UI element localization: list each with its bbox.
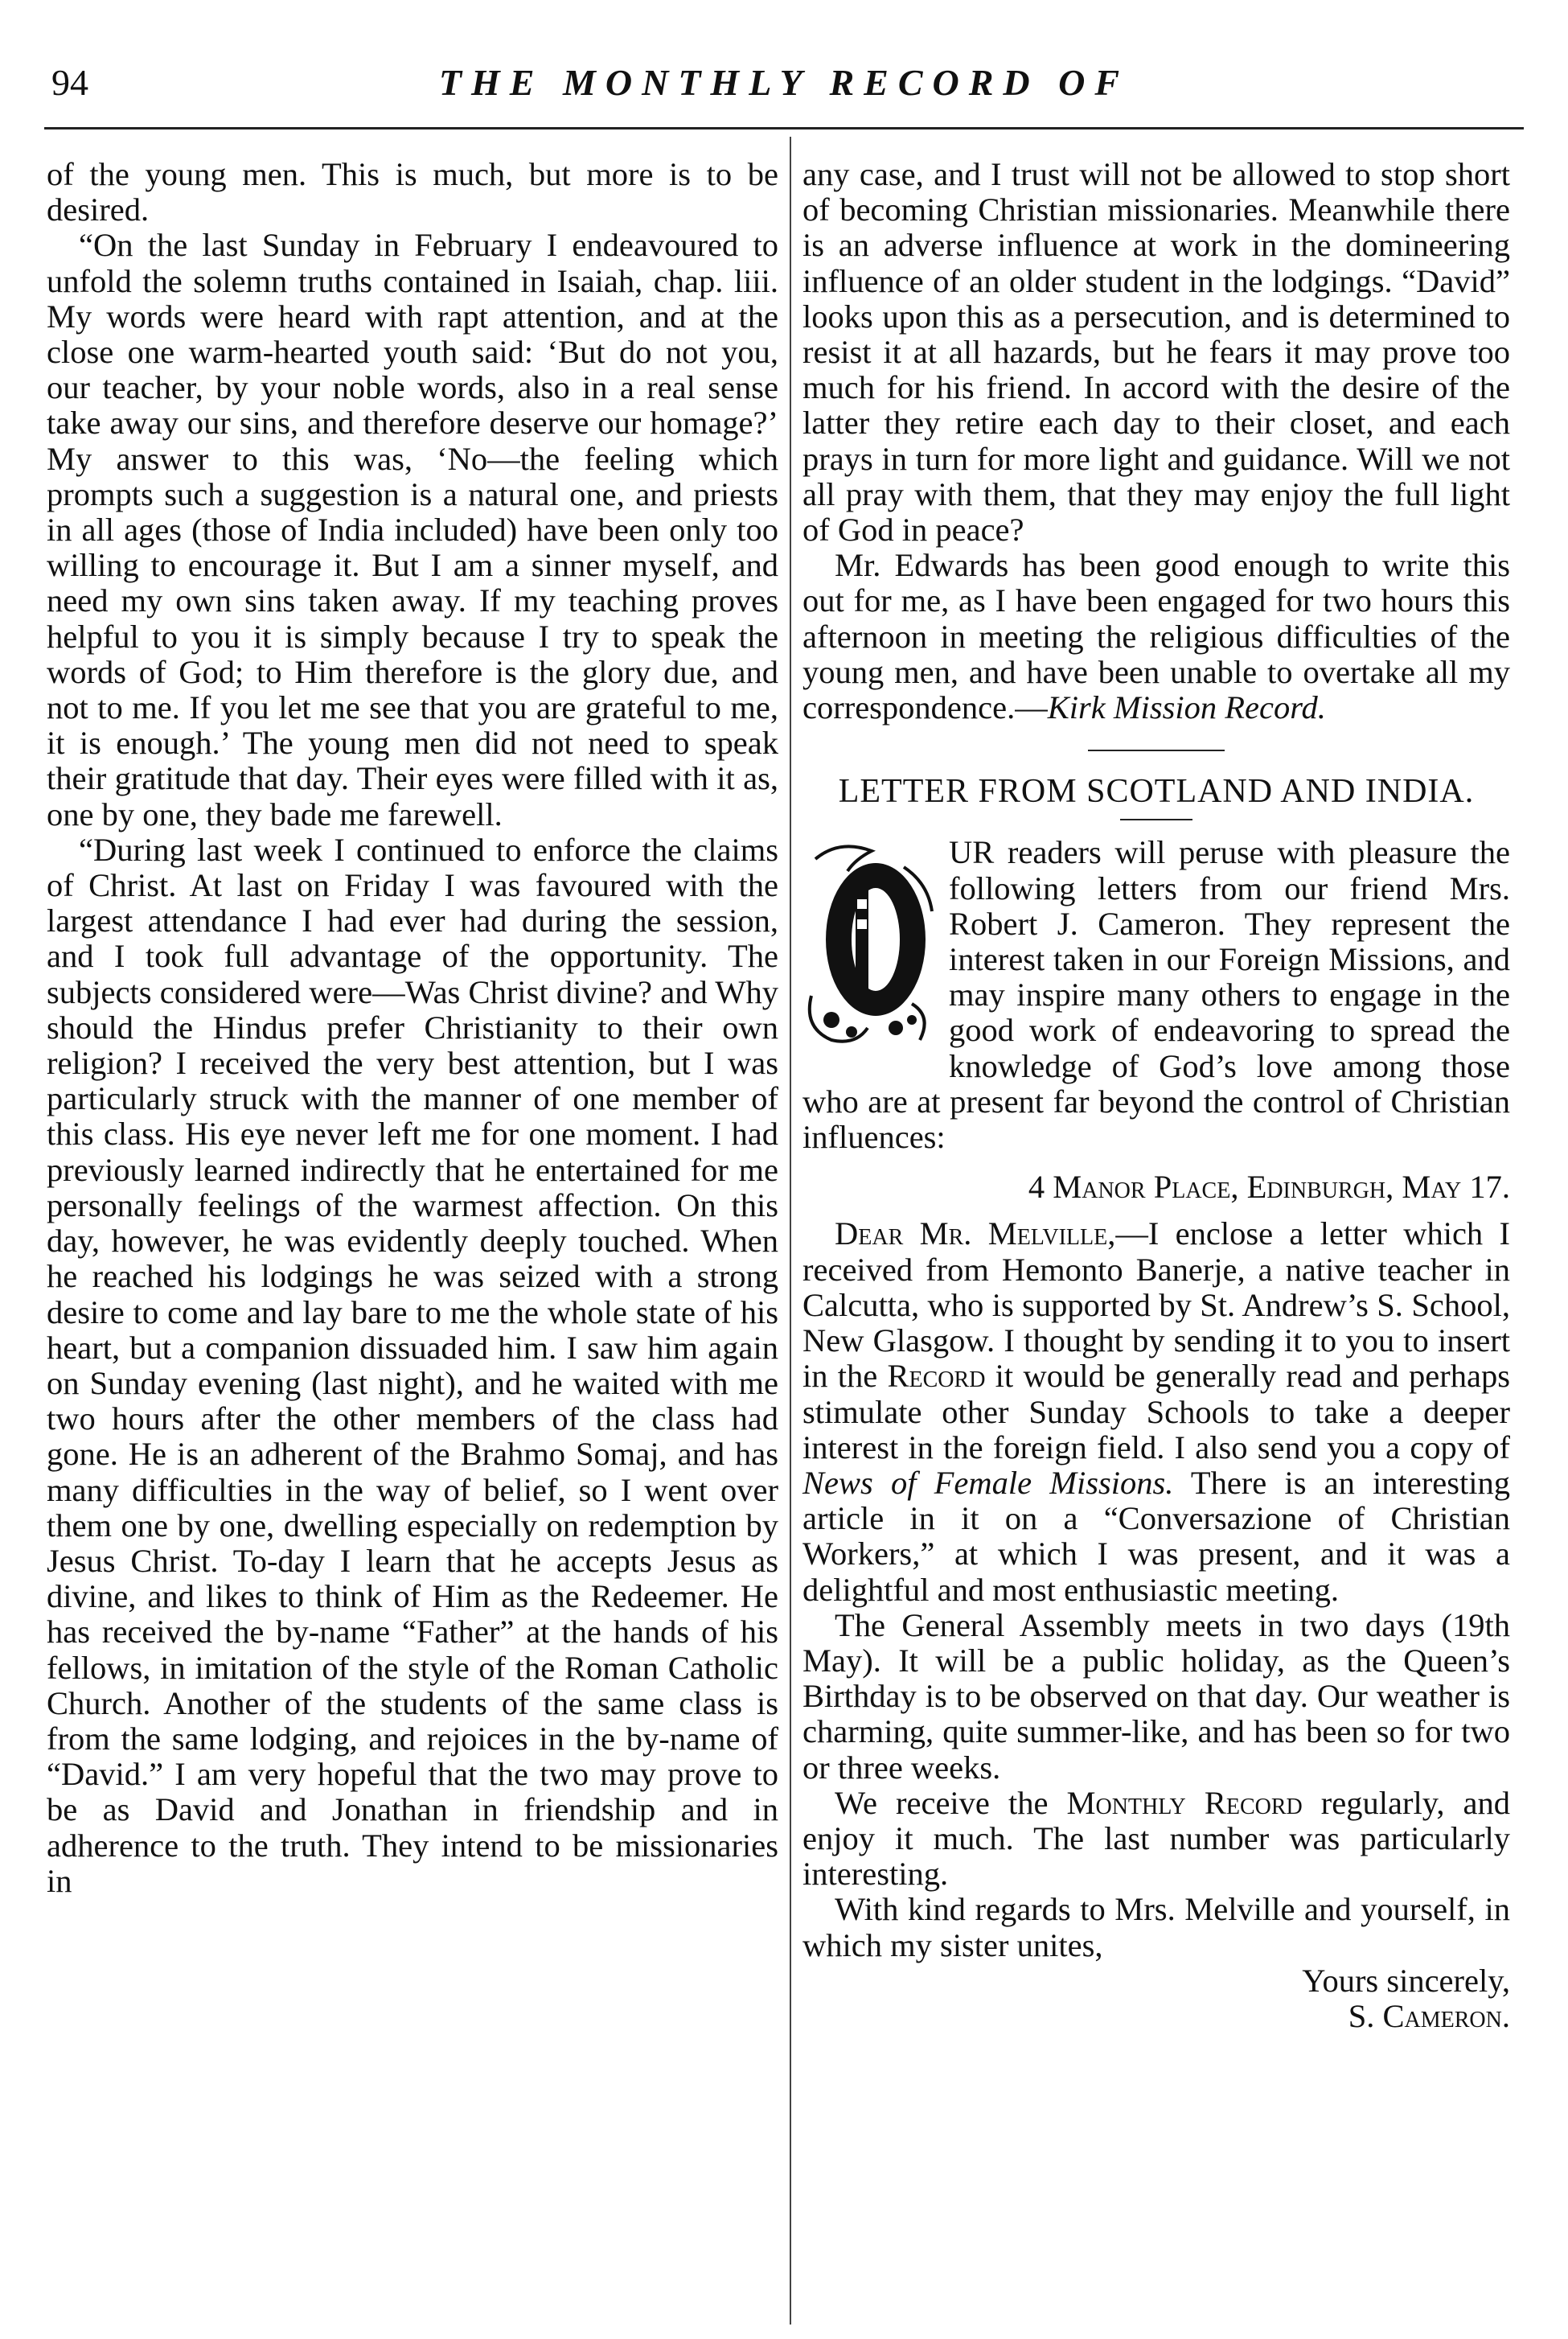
section-rule: [1088, 750, 1225, 751]
letter-text: There is an interesting article in it on a “Conversazione of Christian Workers,” at which I was present, and it was a delightful and most enthusiastic meeting.: [802, 1464, 1510, 1608]
salutation: Dear Mr. Melville,: [835, 1215, 1116, 1252]
source-citation: Kirk Mission Record.: [1047, 689, 1326, 726]
publication-title: News of Female Missions.: [802, 1464, 1174, 1501]
letter-text: it would be generally read and perhaps stimulate other Sunday Schools to take a deeper interest in the foreign field. I also send you a copy of: [802, 1358, 1510, 1465]
paragraph: of the young men. This is much, but more is to be desired.: [47, 156, 778, 228]
letter-paragraph: With kind regards to Mrs. Melville and yourself, in which my sister unites,: [802, 1891, 1510, 1963]
signature: S. Cameron.: [1348, 1997, 1510, 2034]
running-title: THE MONTHLY RECORD OF: [438, 62, 1130, 103]
right-column: [802, 157, 1510, 2034]
letter-address: 4 Manor Place, Edinburgh, May 17.: [1028, 1169, 1510, 1206]
letter-paragraph: [802, 1216, 1510, 1607]
page-header: [40, 56, 1528, 121]
paragraph: [802, 548, 1510, 726]
intro-text: UR readers will peruse with pleasure the following letters from our friend Mrs. Robert J. Cameron. They represent the interest taken in our Foreign Missions, and may inspire many others to engage in the good work of endeavoring to spread the knowledge of God’s love among those who are at present far beyond the control of Christian influences:: [802, 834, 1510, 1156]
paragraph: “During last week I continued to enforce the claims of Christ. At last on Friday I was favoured with the largest attendance I had ever had during the session, and I took full advantage of the opportunity. The subjects considered were—Was Christ divine? and Why should the Hindus prefer Christianity to their own religion? I received the very best attention, but I was particularly struck with the manner of one member of this class. His eye never left me for one moment. I had previously learned indirectly that he entertained for me personally feelings of the warmest affection. On this day, however, he was evidently deeply touched. When he reached his lodgings he was seized with a strong desire to come and lay bare to me the whole state of his heart, but a companion dissuaded him. I saw him again on Sunday evening (last night), and he waited with me two hours after the other members of the class had gone. He is an adherent of the Brahmo Somaj, and has many difficulties in the way of belief, so I went over them one by one, dwelling especially on redemption by Jesus Christ. To-day I learn that he accepts Jesus as divine, and likes to think of Him as the Redeemer. He has received the by-name “Father” at the hands of his fellows, in imitation of the style of the Roman Catholic Church. Another of the students of the same class is from the same lodging, and rejoices in the by-name of “David.” I am very hopeful that the two may prove to be as David and Jonathan in friendship and in adherence to the truth. They intend to be missionaries in: [47, 831, 778, 1899]
left-column: [47, 157, 778, 1899]
closing: Yours sincerely,: [1302, 1962, 1510, 1999]
column-divider: [790, 137, 791, 2325]
page-number: 94: [51, 62, 88, 103]
letter-text: regularly, and enjoy it much. The last number was particularly interesting.: [802, 1784, 1510, 1893]
paragraph-text: Mr. Edwards has been good enough to write this out for me, as I have been engaged for two hours this afternoon in meeting the religious difficulties of the young men, and have been unable to overtake all my correspondence.—: [802, 547, 1510, 726]
monthly-record-name: Monthly Record: [1066, 1784, 1303, 1821]
letter-text: We receive the: [835, 1784, 1067, 1821]
header-rule: [44, 127, 1524, 129]
paragraph: any case, and I trust will not be allowed to stop short of becoming Christian missionaries. Meanwhile there is an adverse influence at work in the domineering influence of an older student in the lodgings. “David” looks upon this as a persecution, and is determined to resist it at all hazards, but he fears it may prove too much for his friend. In accord with the desire of the latter they retire each day to their closet, and each prays in turn for more light and guidance. Will we not all pray with them, that they may enjoy the full light of God in peace?: [802, 156, 1510, 549]
article-title: LETTER FROM SCOTLAND AND INDIA.: [838, 773, 1475, 811]
drop-cap-o-icon: [799, 835, 944, 1052]
letter-paragraph: [802, 1786, 1510, 1893]
intro-paragraph: [802, 835, 1510, 1155]
paragraph: “On the last Sunday in February I endeavoured to unfold the solemn truths contained in Isaiah, chap. liii. My words were heard with rapt attention, and at the close one warm-hearted youth said: ‘But do not you, our teacher, by your noble words, also in a real sense take away our sins, and therefore deserve our homage?’ My answer to this was, ‘No—the feeling which prompts such a suggestion is a natural one, and priests in all ages (those of India included) have been only too willing to encourage it. But I am a sinner myself, and need my own sins taken away. If my teaching proves helpful to you it is simply because I try to speak the words of God; to Him therefore is the glory due, and not to me. If you let me see that you are grateful to me, it is enough.’ The young men did not need to speak their gratitude that day. Their eyes were filled with it as, one by one, they bade me farewell.: [47, 227, 778, 832]
record-word: Record: [887, 1358, 986, 1395]
title-rule: [1120, 819, 1192, 820]
letter-paragraph: The General Assembly meets in two days (19th May). It will be a public holiday, as the Queen’s Birthday is to be observed on that day. Our weather is charming, quite summer-like, and has been so for two or three weeks.: [802, 1606, 1510, 1786]
letter-text: —I enclose a letter which I received from Hemonto Banerje, a native teacher in Calcutta, who is supported by St. Andrew’s S. School, New Glasgow. I thought by sending it to you to insert in the: [802, 1215, 1510, 1395]
